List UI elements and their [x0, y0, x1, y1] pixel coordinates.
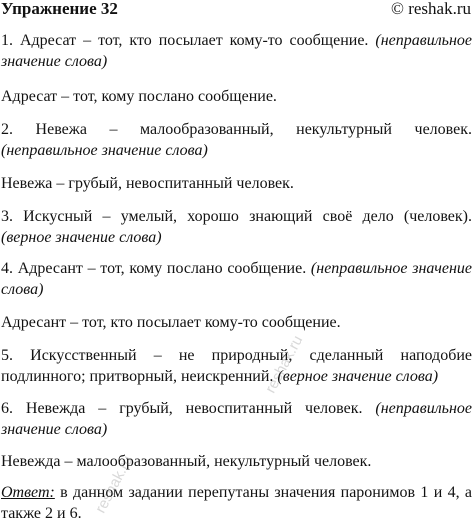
item-note: (верное значение слова)	[277, 368, 439, 385]
item-text: Невежа – грубый, невоспитанный человек.	[1, 175, 294, 192]
item-1-correction	[1, 86, 472, 107]
item-note: (неправильное значение слова)	[1, 400, 472, 438]
item-3	[1, 206, 472, 248]
item-note: (верное значение слова)	[1, 229, 162, 246]
answer-label: Ответ:	[1, 484, 55, 501]
watermark: reshak.ru	[92, 452, 137, 516]
item-text: 4. Адресант – тот, кому послано сообщение.	[1, 260, 311, 277]
item-6	[1, 398, 472, 440]
answer	[1, 482, 472, 524]
item-text: 1. Адресат – тот, кто посылает кому-то сообщение.	[1, 32, 376, 49]
source-label: © reshak.ru	[391, 0, 471, 18]
item-2-correction	[1, 173, 472, 194]
answer-text: в данном задании перепутаны значения паронимов 1 и 4, а также 2 и 6.	[1, 484, 472, 522]
item-text: 6. Невежда – грубый, невоспитанный человек.	[1, 400, 376, 417]
item-text: 5. Искусственный – не природный, сделанный наподобие подлинного; притворный, неискренний.	[1, 347, 472, 385]
item-4-correction	[1, 312, 472, 333]
item-6-correction	[1, 451, 472, 472]
item-note: (неправильное значение слова)	[1, 260, 472, 298]
item-text: 3. Искусный – умелый, хорошо знающий своё дело (человек).	[1, 208, 472, 225]
item-5	[1, 345, 472, 387]
item-1	[1, 30, 472, 72]
item-note: (неправильное значение слова)	[1, 32, 472, 70]
item-4	[1, 258, 472, 300]
item-note: (неправильное значение слова)	[1, 142, 208, 159]
item-text: Невежда – малообразованный, некультурный человек.	[1, 453, 372, 470]
item-text: Адресант – тот, кто посылает кому-то сообщение.	[1, 314, 341, 331]
exercise-title: Упражнение 32	[1, 0, 118, 18]
page-header	[1, 0, 471, 20]
item-text: Адресат – тот, кому послано сообщение.	[1, 88, 277, 105]
watermark: reshak.ru	[262, 332, 307, 396]
item-2	[1, 119, 472, 161]
item-text: 2. Невежа – малообразованный, некультурный человек.	[1, 121, 472, 138]
